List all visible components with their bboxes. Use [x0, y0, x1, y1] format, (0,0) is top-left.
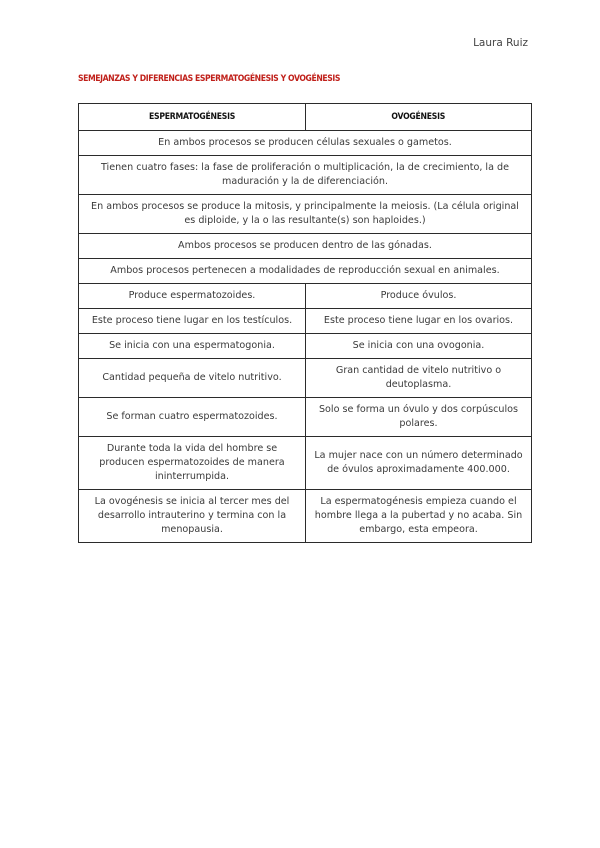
ovogenesis-cell: La espermatogénesis empieza cuando el hombre llega a la pubertad y no acaba. Sin embargo, esta empeora.	[306, 490, 532, 543]
shared-cell: Ambos procesos se producen dentro de las gónadas.	[79, 234, 532, 259]
table-row	[79, 490, 532, 543]
shared-cell: Ambos procesos pertenecen a modalidades de reproducción sexual en animales.	[79, 259, 532, 284]
table-header-row	[79, 104, 532, 131]
comparison-table	[78, 103, 532, 543]
shared-cell: En ambos procesos se produce la mitosis, y principalmente la meiosis. (La célula original es diploide, y la o las resultante(s) son haploides.)	[79, 195, 532, 234]
espermatogenesis-cell: Este proceso tiene lugar en los testículos.	[79, 309, 306, 334]
header-espermatogenesis: ESPERMATOGÉNESIS	[79, 104, 306, 131]
ovogenesis-cell: Gran cantidad de vitelo nutritivo o deutoplasma.	[306, 359, 532, 398]
espermatogenesis-cell: Produce espermatozoides.	[79, 284, 306, 309]
table-row	[79, 259, 532, 284]
espermatogenesis-cell: La ovogénesis se inicia al tercer mes del desarrollo intrauterino y termina con la menopausia.	[79, 490, 306, 543]
ovogenesis-cell: La mujer nace con un número determinado de óvulos aproximadamente 400.000.	[306, 437, 532, 490]
table-row	[79, 131, 532, 156]
ovogenesis-cell: Produce óvulos.	[306, 284, 532, 309]
espermatogenesis-cell: Cantidad pequeña de vitelo nutritivo.	[79, 359, 306, 398]
table-row	[79, 195, 532, 234]
espermatogenesis-cell: Durante toda la vida del hombre se producen espermatozoides de manera ininterrumpida.	[79, 437, 306, 490]
table-row	[79, 234, 532, 259]
table-row	[79, 284, 532, 309]
ovogenesis-cell: Se inicia con una ovogonia.	[306, 334, 532, 359]
espermatogenesis-cell: Se inicia con una espermatogonia.	[79, 334, 306, 359]
table-row	[79, 334, 532, 359]
document-title: SEMEJANZAS Y DIFERENCIAS ESPERMATOGÉNESIS Y OVOGÉNESIS	[78, 74, 340, 84]
table-row	[79, 156, 532, 195]
table-row	[79, 309, 532, 334]
header-ovogenesis: OVOGÉNESIS	[306, 104, 532, 131]
table-row	[79, 437, 532, 490]
shared-cell: En ambos procesos se producen células sexuales o gametos.	[79, 131, 532, 156]
shared-cell: Tienen cuatro fases: la fase de proliferación o multiplicación, la de crecimiento, la de maduración y la de diferenciación.	[79, 156, 532, 195]
espermatogenesis-cell: Se forman cuatro espermatozoides.	[79, 398, 306, 437]
ovogenesis-cell: Solo se forma un óvulo y dos corpúsculos polares.	[306, 398, 532, 437]
table-row	[79, 398, 532, 437]
table-row	[79, 359, 532, 398]
ovogenesis-cell: Este proceso tiene lugar en los ovarios.	[306, 309, 532, 334]
author-name: Laura Ruiz	[473, 37, 528, 49]
